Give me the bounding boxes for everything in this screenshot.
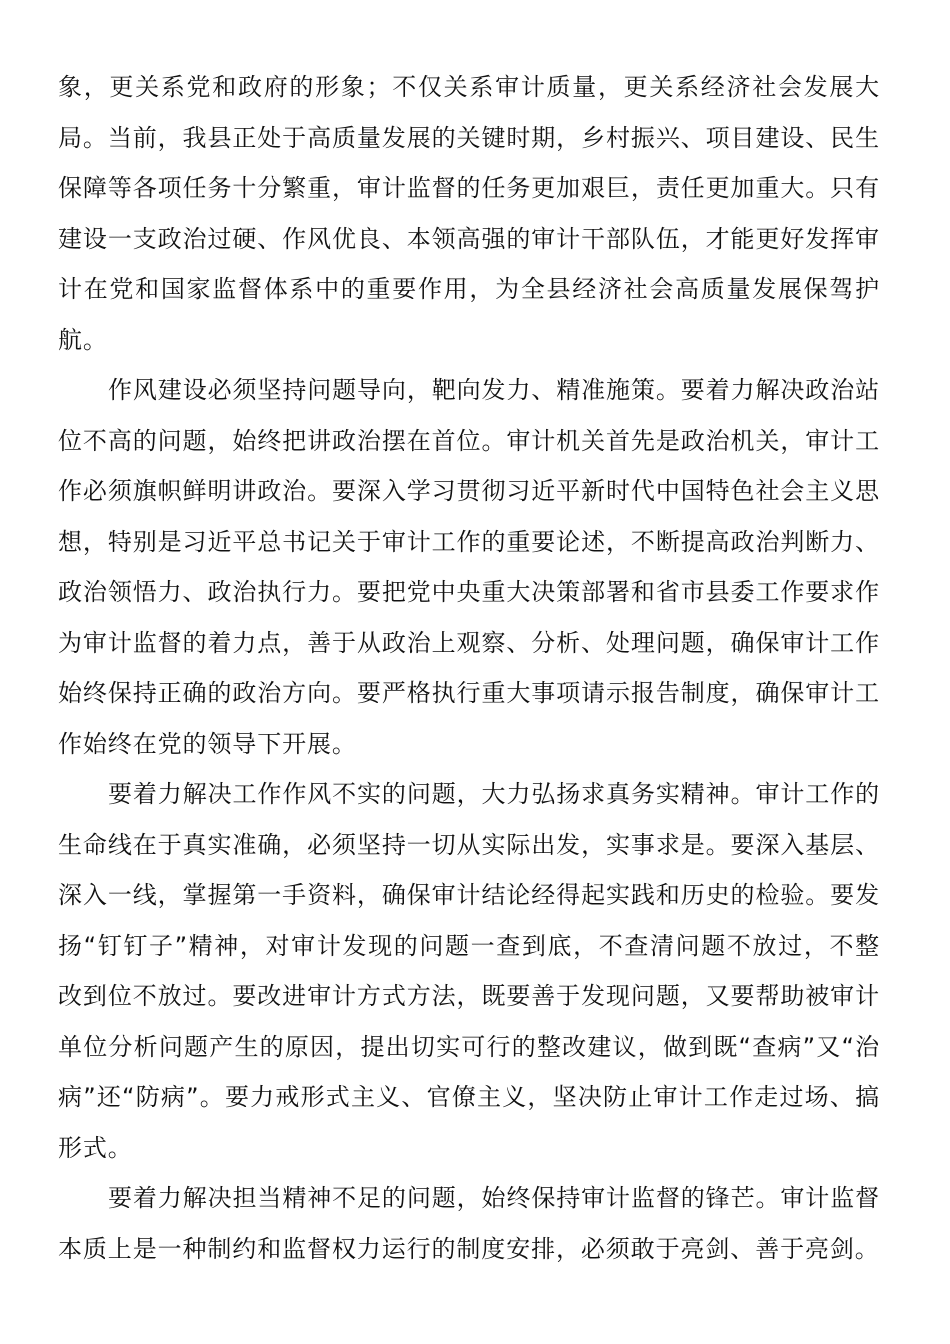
document-page xyxy=(58,62,880,1292)
paragraph-1: 象，更关系党和政府的形象；不仅关系审计质量，更关系经济社会发展大局。当前，我县正处于高质量发展的关键时期，乡村振兴、项目建设、民生保障等各项任务十分繁重，审计监督的任务更加艰巨，责任更加重大。只有建设一支政治过硬、作风优良、本领高强的审计干部队伍，才能更好发挥审计在党和国家监督体系中的重要作用，为全县经济社会高质量发展保驾护航。 xyxy=(58,73,880,354)
paragraph-3: 要着力解决工作作风不实的问题，大力弘扬求真务实精神。审计工作的生命线在于真实准确，必须坚持一切从实际出发，实事求是。要深入基层、深入一线，掌握第一手资料，确保审计结论经得起实践和历史的检验。要发扬“钉钉子”精神，对审计发现的问题一查到底，不查清问题不放过，不整改到位不放过。要改进审计方式方法，既要善于发现问题，又要帮助被审计单位分析问题产生的原因，提出切实可行的整改建议，做到既“查病”又“治病”还“防病”。要力戒形式主义、官僚主义，坚决防止审计工作走过场、搞形式。 xyxy=(58,780,880,1162)
paragraph-2: 作风建设必须坚持问题导向，靶向发力、精准施策。要着力解决政治站位不高的问题，始终把讲政治摆在首位。审计机关首先是政治机关，审计工作必须旗帜鲜明讲政治。要深入学习贯彻习近平新时代中国特色社会主义思想，特别是习近平总书记关于审计工作的重要论述，不断提高政治判断力、政治领悟力、政治执行力。要把党中央重大决策部署和省市县委工作要求作为审计监督的着力点，善于从政治上观察、分析、处理问题，确保审计工作始终保持正确的政治方向。要严格执行重大事项请示报告制度，确保审计工作始终在党的领导下开展。 xyxy=(58,376,880,758)
paragraph-4: 要着力解决担当精神不足的问题，始终保持审计监督的锋芒。审计监督本质上是一种制约和监督权力运行的制度安排，必须敢于亮剑、善于亮剑。 xyxy=(58,1184,880,1263)
